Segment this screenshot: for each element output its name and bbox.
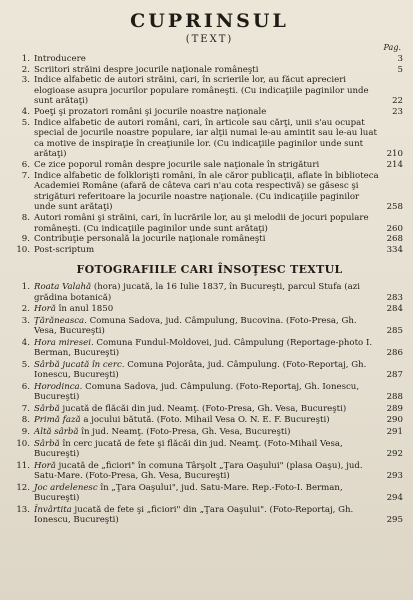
figure-description: jucată de fete şi „ficiori" din „Ţara Oaşului". (Foto-Reportaj, Gh. Ionescu, Bucureşti)	[34, 504, 354, 526]
contents-entry	[16, 118, 403, 160]
entry-number: 1.	[21, 54, 30, 64]
contents-entry	[16, 171, 403, 213]
figure-number: 6.	[21, 381, 30, 392]
figure-entry	[16, 461, 403, 482]
figure-entry	[16, 282, 403, 303]
entry-text: Contribuţie personală la jocurile naţionale româneşti	[34, 234, 266, 245]
figure-description: Comuna Sadova, jud. Câmpulung. (Foto-Reportaj, Gh. Ionescu, Bucureşti)	[34, 381, 360, 403]
figure-page: 283	[386, 292, 403, 303]
entry-page: 268	[386, 234, 403, 245]
figure-title: Învârtita	[34, 504, 72, 515]
figure-page: 286	[386, 348, 403, 359]
figure-page: 288	[386, 392, 403, 403]
entry-text: Autori români şi străini, cari, în lucrările lor, au şi melodii de jocuri populare româneşti. (Cu indicaţiile paginilor unde sunt arătaţi)	[34, 212, 369, 234]
figure-number: 10.	[16, 438, 30, 449]
entry-number: 2.	[21, 64, 30, 75]
entry-page: 22	[392, 96, 403, 107]
figure-caption	[34, 404, 381, 414]
figure-page: 291	[386, 427, 403, 438]
figure-caption	[34, 382, 381, 403]
figure-caption	[34, 360, 381, 381]
entry-page: 334	[386, 244, 403, 255]
figure-page: 289	[386, 403, 403, 414]
figure-caption	[34, 304, 381, 314]
figure-page: 294	[386, 493, 403, 504]
figure-title: Hora miresei.	[34, 337, 94, 348]
entry-number: 5.	[21, 117, 30, 128]
figure-caption	[34, 338, 381, 359]
figure-title: Roata Valahă	[34, 282, 92, 293]
figure-number: 8.	[21, 415, 30, 426]
figure-entry	[16, 404, 403, 414]
figure-title: Joc ardelenesc	[34, 482, 98, 493]
entry-text: Indice alfabetic de folklorişti români, în ale căror publicaţii, aflate în biblioteca Academiei Române (afară de câteva cari n'au cota respectivă) se găsesc şi strigături referitoare la jocurile noastre naţionale. (Cu indicaţiile paginilor unde sunt arătaţi)	[34, 170, 379, 213]
figure-description: (hora) jucată, la 16 Iulie 1837, în Bucureşti, parcul Stufa (azi grădina botanică)	[34, 282, 360, 303]
figure-page: 295	[386, 515, 403, 526]
figure-entry	[16, 483, 403, 504]
figure-page: 287	[386, 370, 403, 381]
entry-number: 7.	[21, 170, 30, 181]
figures-title: FOTOGRAFIILE CARI ÎNSOŢESC TEXTUL	[76, 263, 343, 277]
figure-title: Horă	[34, 304, 56, 315]
figure-description: jucată de „ficiori" în comuna Târşolt „Ţara Oaşului" (plasa Oaşu), jud. Satu-Mare. (Foto-Presa, Gh. Vesa, Bucureşti)	[34, 460, 363, 482]
entry-text: Ce zice poporul român despre jocurile sale naţionale în strigături	[34, 159, 320, 170]
page-column-label: Pag.	[383, 43, 401, 52]
contents-entry	[16, 75, 403, 107]
figure-title: Sârbă	[34, 438, 60, 449]
figure-number: 4.	[21, 337, 30, 348]
figure-number: 12.	[16, 482, 30, 493]
figure-page: 285	[386, 326, 403, 337]
entry-text: Scriitori străini despre jocurile naţionale româneşti	[34, 64, 259, 75]
contents-entry	[16, 160, 403, 171]
entry-page: 23	[392, 106, 403, 117]
figure-entry	[16, 505, 403, 526]
figure-title: Horă	[34, 460, 56, 471]
page-title: CUPRINSUL	[130, 10, 289, 32]
figure-caption	[34, 427, 381, 437]
entry-page: 5	[397, 64, 403, 75]
entry-page: 214	[386, 159, 403, 170]
figure-number: 5.	[21, 359, 30, 370]
figure-number: 2.	[21, 304, 30, 315]
figure-entry	[16, 304, 403, 314]
figure-title: Sârbă	[34, 403, 60, 414]
figure-title: Sârbă jucată în cerc.	[34, 359, 125, 370]
entry-text: Indice alfabetic de autori români, cari, în articole sau cărţi, unii s'au ocupat special de jocurile noastre populare, iar alţii numai le-au amintit sau le-au luat ca motive de inspiraţie în creaţiunile lor. (Cu indicaţiile paginilor unde sunt arătaţi)	[34, 117, 377, 160]
contents-entry	[16, 54, 403, 65]
figure-entry	[16, 427, 403, 437]
figure-description: Comuna Sadova, jud. Câmpulung, Bucovina. (Foto-Presa, Gh. Vesa, Bucureşti)	[34, 315, 357, 337]
entry-page: 258	[386, 202, 403, 213]
figure-caption	[34, 505, 381, 526]
entry-text: Poeţi şi prozatori români şi jocurile noastre naţionale	[34, 106, 267, 117]
figure-number: 13.	[16, 504, 30, 515]
figure-entry	[16, 316, 403, 337]
figure-description: în anul 1850	[55, 304, 114, 315]
entry-text: Introducere	[34, 54, 86, 64]
figure-number: 11.	[16, 460, 30, 471]
entry-text: Post-scriptum	[34, 244, 95, 255]
contents-entry	[16, 245, 403, 256]
figure-description: Comuna Pojorâta, jud. Câmpulung. (Foto-Reportaj, Gh. Ionescu, Bucureşti)	[34, 359, 367, 381]
figure-title: Horodinca.	[34, 381, 83, 392]
entry-page: 260	[386, 223, 403, 234]
figure-number: 7.	[21, 403, 30, 414]
figure-number: 3.	[21, 315, 30, 326]
figure-caption	[34, 439, 381, 460]
figure-caption	[34, 282, 381, 303]
figure-page: 293	[386, 471, 403, 482]
contents-entry	[16, 107, 403, 118]
entry-number: 10.	[16, 244, 30, 255]
figure-title: Altă sârbă	[34, 427, 79, 438]
entry-text: Indice alfabetic de autori străini, cari, în scrierile lor, au făcut aprecieri elogioase asupra jocurilor populare româneşti. (Cu indicaţiile paginilor unde sunt arătaţi)	[34, 75, 369, 107]
figure-caption	[34, 483, 381, 504]
entry-number: 8.	[21, 212, 30, 223]
entry-number: 3.	[21, 75, 30, 86]
figure-page: 290	[386, 415, 403, 426]
entry-page: 3	[397, 54, 403, 64]
contents-entry	[16, 213, 403, 234]
figure-page: 292	[386, 449, 403, 460]
contents-entry	[16, 234, 403, 245]
contents-entry	[16, 65, 403, 76]
figure-caption	[34, 461, 381, 482]
figure-title: Primă fază	[34, 415, 81, 426]
figure-entry	[16, 338, 403, 359]
contents-list	[16, 54, 403, 255]
figure-page: 284	[386, 304, 403, 315]
figure-description: a jocului bătută. (Foto. Mihail Vesa O. N. E. F. Bucureşti)	[80, 415, 330, 426]
figure-description: jucată de flăcăi din jud. Neamţ. (Foto-Presa, Gh. Vesa, Bucureşti)	[59, 403, 347, 414]
figure-description: în cerc jucată de fete şi flăcăi din jud. Neamţ. (Foto-Mihail Vesa, Bucureşti)	[34, 438, 343, 460]
figure-description: în „Ţara Oaşului", jud. Satu-Mare. Rep.-Foto-I. Berman, Bucureşti)	[34, 482, 343, 504]
figure-entry	[16, 439, 403, 460]
page-subtitle: (TEXT)	[185, 34, 234, 45]
entry-number: 9.	[21, 234, 30, 245]
figure-entry	[16, 360, 403, 381]
figure-caption	[34, 415, 381, 425]
figures-list	[16, 282, 403, 525]
figure-entry	[16, 415, 403, 425]
figure-title: Ţărăneasca.	[34, 315, 87, 326]
figure-number: 9.	[21, 427, 30, 438]
figure-number: 1.	[21, 282, 30, 293]
figure-caption	[34, 316, 381, 337]
figure-description: Comuna Fundul-Moldovei, jud. Câmpulung (Reportage-photo I. Berman, Bucureşti)	[34, 337, 373, 359]
figure-description: în jud. Neamţ. (Foto-Presa, Gh. Vesa, Bucureşti)	[78, 427, 291, 438]
entry-page: 210	[386, 149, 403, 160]
entry-number: 6.	[21, 159, 30, 170]
figure-entry	[16, 382, 403, 403]
entry-number: 4.	[21, 106, 30, 117]
